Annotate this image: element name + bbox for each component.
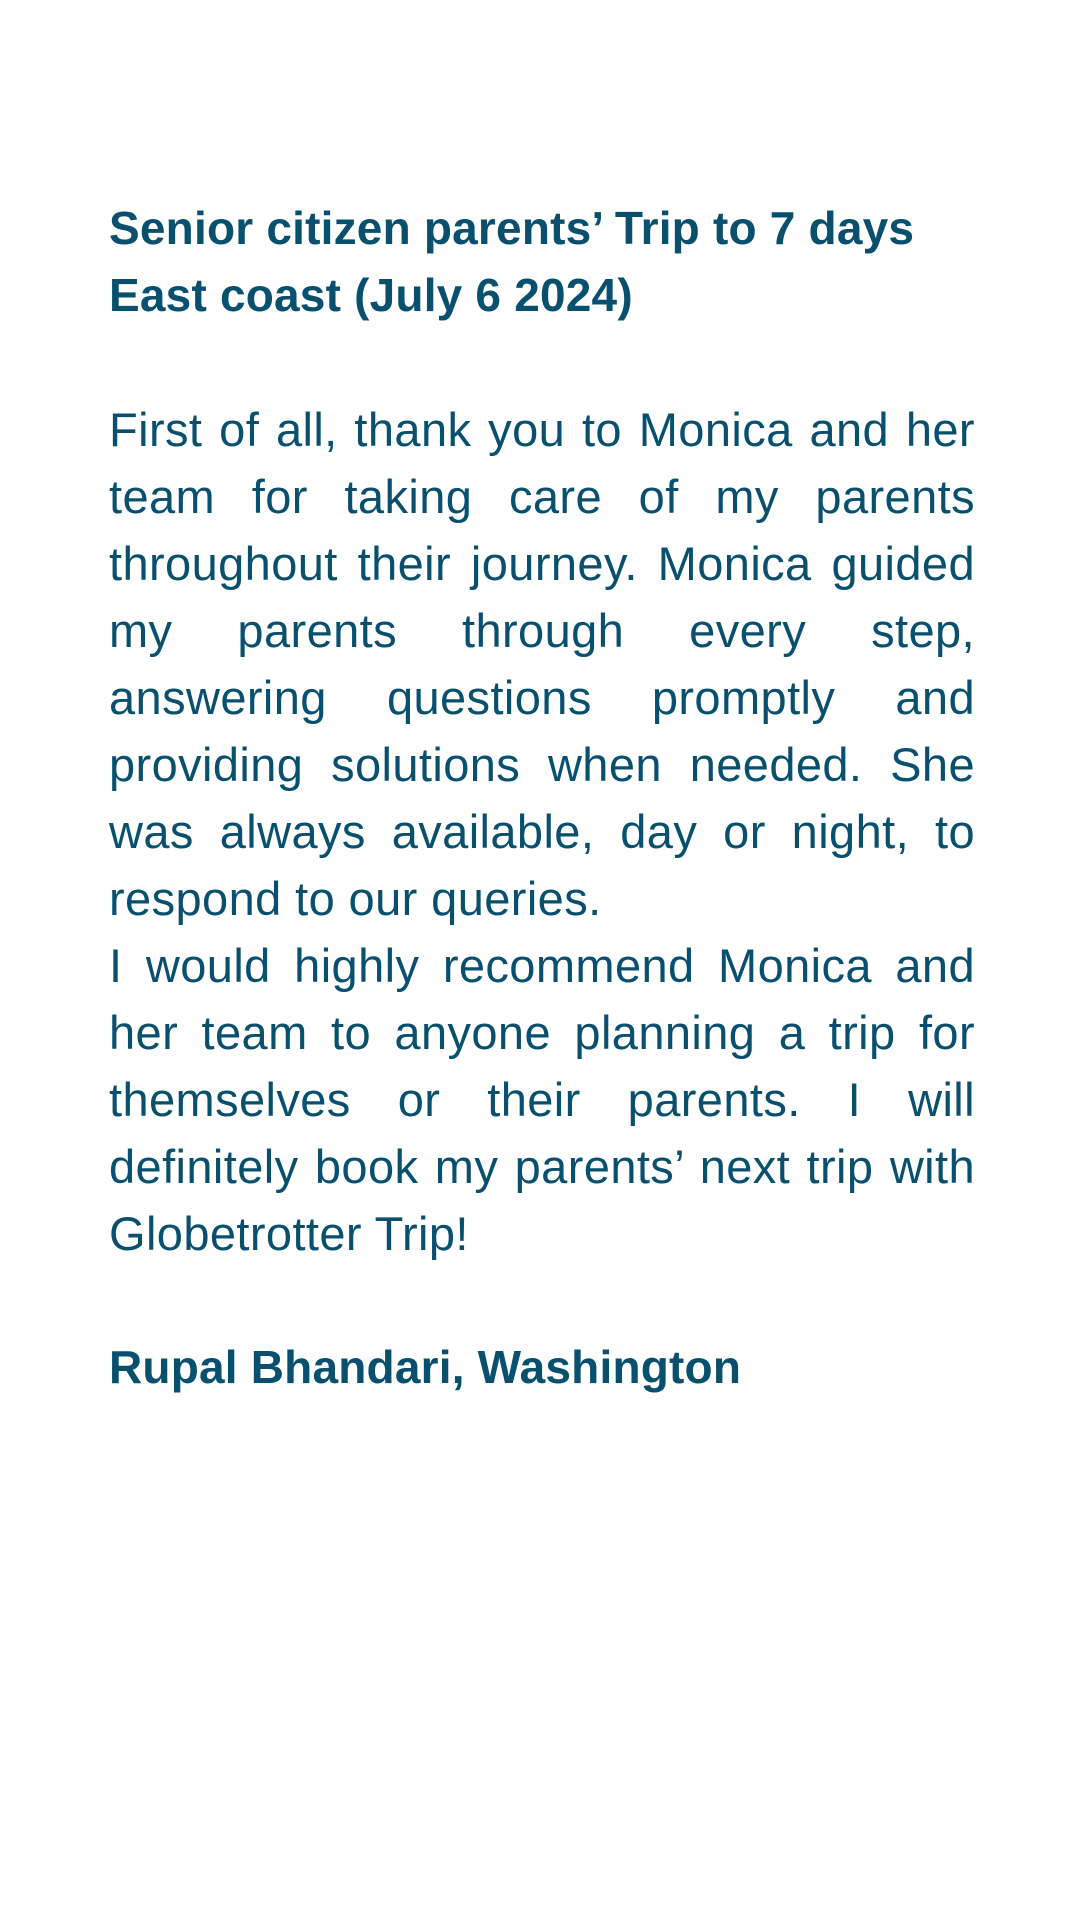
- testimonial-title: Senior citizen parents’ Trip to 7 days East coast (July 6 2024): [109, 202, 915, 321]
- testimonial-paragraph-1: First of all, thank you to Monica and her team for taking care of my parents throughout their journey. Monica guided my parents through every step, answering questions promptly and providing solutions when needed. She was always available, day or night, to respond to our queries.: [109, 403, 975, 925]
- testimonial-paragraph-2: I would highly recommend Monica and her team to anyone planning a trip for themselves or their parents. I will definitely book my parents’ next trip with Globetrotter Trip!: [109, 939, 975, 1260]
- testimonial-card: [109, 195, 975, 1401]
- testimonial-body: [109, 396, 975, 1267]
- testimonial-author: Rupal Bhandari, Washington: [109, 1341, 742, 1393]
